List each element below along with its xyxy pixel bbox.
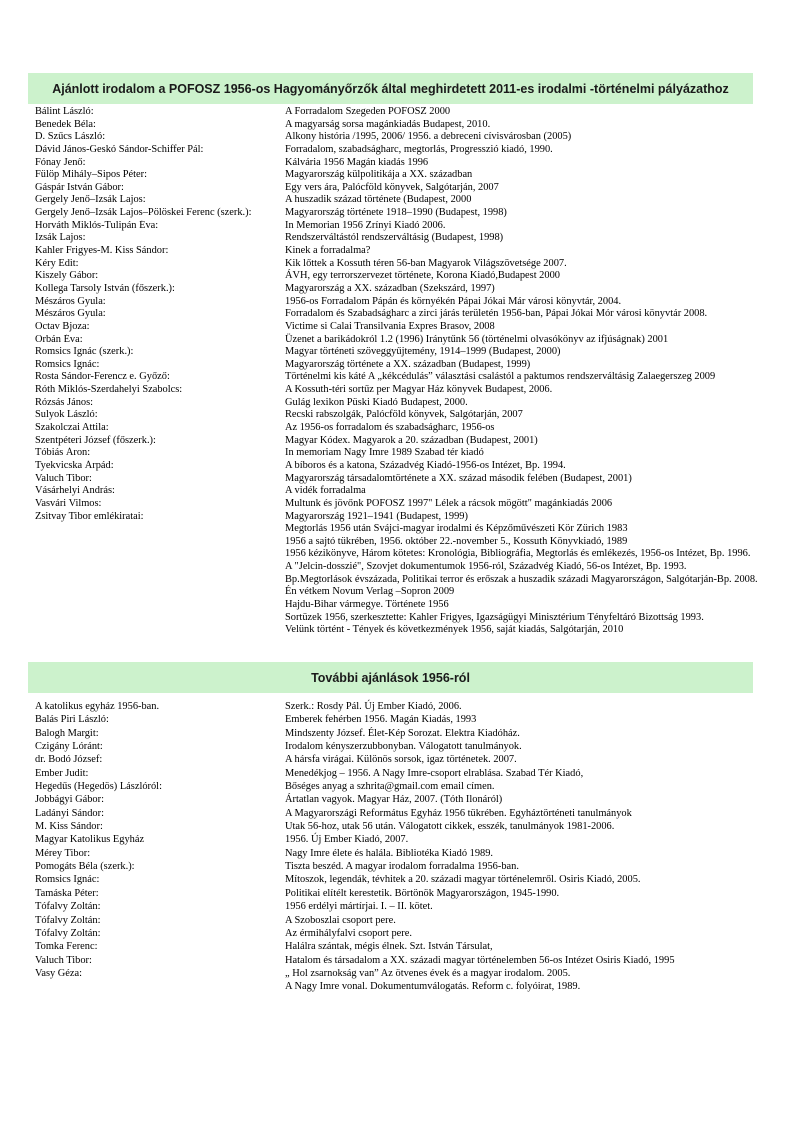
bibliography-row	[35, 232, 780, 245]
bibliography-row	[35, 940, 780, 953]
title-cell: A hársfa virágai. Különös sorsok, igaz történetek. 2007.	[285, 754, 517, 766]
title-cell: A "Jelcin-dosszié", Szovjet dokumentumok 1956-ról, Századvég Kiadó, 56-os Intézet, Bp. 1993.	[285, 561, 687, 573]
bibliography-row	[35, 900, 780, 913]
author-cell: Szentpéteri József (főszerk.):	[35, 434, 156, 446]
bibliography-row	[35, 245, 780, 258]
bibliography-row	[35, 624, 780, 637]
title-cell: Halálra szántak, mégis élnek. Szt. István Társulat,	[285, 941, 493, 953]
title-cell: 1956 a sajtó tükrében, 1956. október 22.-november 5., Kossuth Könyvkiadó, 1989	[285, 535, 628, 547]
author-cell: A katolikus egyház 1956-ban.	[35, 701, 160, 712]
author-cell	[35, 980, 285, 993]
title-cell: Nagy Imre élete és halála. Bibliotéka Kiadó 1989.	[285, 847, 494, 859]
author-cell: Gáspár István Gábor:	[35, 181, 124, 193]
title-cell: Magyarország története 1918–1990 (Budapest, 1998)	[285, 207, 507, 219]
bibliography-row	[35, 409, 780, 422]
bibliography-row	[35, 586, 780, 599]
bibliography-row	[35, 157, 780, 170]
bibliography-row	[35, 780, 780, 793]
author-cell: Balás Piri László:	[35, 714, 109, 726]
title-cell: 1956 kézikönyve, Három kötetes: Kronológia, Bibliográfia, Megtorlás és emlékezés, 1956-os Intézet, Bp. 1996.	[285, 548, 751, 560]
bibliography-row	[35, 967, 780, 980]
title-cell: Bp.Megtorlások évszázada, Politikai terror és erőszak a huszadik századi Magyarországon, Salgótarján-Bp. 2008.	[285, 573, 758, 585]
title-cell: Victime si Calai Transilvania Expres Brasov, 2008	[285, 320, 495, 332]
title-cell: A huszadik század története (Budapest, 2000	[285, 194, 472, 206]
title-cell: In memoriam Nagy Imre 1989 Szabad tér kiadó	[285, 447, 484, 459]
author-cell: Zsitvay Tibor emlékiratai:	[35, 510, 144, 522]
bibliography-row	[35, 270, 780, 283]
author-cell: Horváth Miklós-Tulipán Éva:	[35, 219, 159, 231]
title-cell: Üzenet a barikádokról 1.2 (1996) Iránytűnk 56 (történelmi olvasókönyv az ifjúságnak) 2001	[285, 333, 669, 345]
title-cell: A magyarság sorsa magánkiadás Budapest, 2010.	[285, 118, 491, 130]
title-cell: Történelmi kis káté A „kékcédulás” választási csalástól a paktumos rendszerváltásig Zalaegerszeg 2009	[285, 371, 716, 383]
title-cell: Magyarország története a XX. században (Budapest, 1999)	[285, 358, 531, 370]
bibliography-row	[35, 397, 780, 410]
title-cell: Utak 56-hoz, utak 56 után. Válogatott cikkek, esszék, tanulmányok 1981-2006.	[285, 821, 615, 833]
title-cell: A Forradalom Szegeden POFOSZ 2000	[285, 106, 451, 117]
author-cell: Tófalvy Zoltán:	[35, 914, 101, 926]
author-cell: Szakolczai Attila:	[35, 422, 109, 434]
author-cell: Tyekvicska Árpád:	[35, 459, 114, 471]
bibliography-row	[35, 371, 780, 384]
author-cell: Jobbágyi Gábor:	[35, 794, 104, 806]
author-cell: Kahler Frigyes-M. Kiss Sándor:	[35, 245, 169, 257]
author-cell: Mészáros Gyula:	[35, 308, 106, 320]
author-cell: Tomka Ferenc:	[35, 941, 98, 953]
title-cell: Emberek fehérben 1956. Magán Kiadás, 1993	[285, 714, 477, 726]
author-cell: Tófalvy Zoltán:	[35, 927, 101, 939]
bibliography-row	[35, 833, 780, 846]
bibliography-row	[35, 599, 780, 612]
author-cell: Tamáska Péter:	[35, 887, 99, 899]
author-cell: Mérey Tibor:	[35, 847, 91, 859]
author-cell: Romsics Ignác (szerk.):	[35, 346, 134, 358]
author-cell: Kéry Edit:	[35, 257, 79, 269]
bibliography-row	[35, 106, 780, 119]
title-cell: Magyarország a XX. században (Szekszárd, 1997)	[285, 282, 495, 294]
title-cell: Szerk.: Rosdy Pál. Új Ember Kiadó, 2006.	[285, 701, 462, 712]
author-cell: Romsics Ignác:	[35, 358, 100, 370]
author-cell	[35, 548, 285, 561]
bibliography-row	[35, 753, 780, 766]
author-cell: Vasvári Vilmos:	[35, 497, 102, 509]
bibliography-row	[35, 435, 780, 448]
bibliography-row	[35, 498, 780, 511]
author-cell: Orbán Éva:	[35, 333, 83, 345]
title-cell: Politikai elítélt kerestetik. Börtönök Magyarországon, 1945-1990.	[285, 887, 560, 899]
bibliography-row	[35, 169, 780, 182]
title-cell: Magyarország társadalomtörténete a XX. század második felében (Budapest, 2001)	[285, 472, 632, 484]
bibliography-row	[35, 713, 780, 726]
author-cell: M. Kiss Sándor:	[35, 821, 103, 833]
bibliography-row	[35, 473, 780, 486]
author-cell	[35, 574, 285, 587]
bibliography-row	[35, 359, 780, 372]
bibliography-row	[35, 980, 780, 993]
author-cell	[35, 612, 285, 625]
title-cell: Megtorlás 1956 után Svájci-magyar irodalmi és Képzőművészeti Kör Zürich 1983	[285, 523, 628, 535]
title-cell: Alkony história /1995, 2006/ 1956. a debreceni cívisvárosban (2005)	[285, 131, 572, 143]
author-cell: Pomogáts Béla (szerk.):	[35, 861, 135, 873]
title-cell: A Magyarországi Református Egyház 1956 tükrében. Egyháztörténeti tanulmányok	[285, 807, 632, 819]
bibliography-row	[35, 194, 780, 207]
bibliography-row	[35, 740, 780, 753]
author-cell: Vasy Géza:	[35, 967, 83, 979]
bibliography-row	[35, 927, 780, 940]
main-title-banner: Ajánlott irodalom a POFOSZ 1956-os Hagyományőrzők által meghirdetett 2011-es irodalmi -történelmi pályázathoz	[28, 73, 753, 104]
title-cell: Sortüzek 1956, szerkesztette: Kahler Frigyes, Igazságügyi Minisztérium Tényfeltáró Bizottság 1993.	[285, 611, 704, 623]
title-cell: 1956. Új Ember Kiadó, 2007.	[285, 834, 409, 846]
title-cell: „ Hol zsarnokság van” Az ötvenes évek és a magyar irodalom. 2005.	[285, 967, 571, 979]
bibliography-row	[35, 820, 780, 833]
author-cell: Sulyok László:	[35, 409, 98, 421]
title-cell: A bíboros és a katona, Századvég Kiadó-1956-os Intézet, Bp. 1994.	[285, 459, 566, 471]
title-cell: Ártatlan vagyok. Magyar Ház, 2007. (Tóth Ilonáról)	[285, 794, 503, 806]
author-cell: Róth Miklós-Szerdahelyi Szabolcs:	[35, 384, 183, 396]
bibliography-row	[35, 460, 780, 473]
title-cell: In Memorian 1956 Zrínyi Kiadó 2006.	[285, 219, 446, 231]
bibliography-row	[35, 485, 780, 498]
author-cell: Fülöp Mihály–Sipos Péter:	[35, 169, 147, 181]
bibliography-row	[35, 523, 780, 536]
bibliography-row	[35, 207, 780, 220]
author-cell: Octav Bjoza:	[35, 320, 90, 332]
author-cell: Kiszely Gábor:	[35, 270, 99, 282]
bibliography-row	[35, 574, 780, 587]
author-cell: Magyar Katolikus Egyház	[35, 834, 145, 846]
bibliography-row	[35, 296, 780, 309]
title-cell: Forradalom, szabadságharc, megtorlás, Progresszió kiadó, 1990.	[285, 143, 553, 155]
author-cell: Mészáros Gyula:	[35, 295, 106, 307]
author-cell	[35, 536, 285, 549]
title-cell: A vidék forradalma	[285, 485, 366, 497]
title-cell: Rendszerváltástól rendszerváltásig (Budapest, 1998)	[285, 232, 504, 244]
author-cell: Gergely Jenő–Izsák Lajos–Pölöskei Ferenc (szerk.):	[35, 207, 252, 219]
author-cell: Czigány Lóránt:	[35, 741, 103, 753]
author-cell: Izsák Lajos:	[35, 232, 86, 244]
bibliography-row	[35, 561, 780, 574]
title-cell: Hajdu-Bihar vármegye. Története 1956	[285, 598, 449, 610]
bibliography-row	[35, 182, 780, 195]
bibliography-row	[35, 308, 780, 321]
title-cell: Magyar Kódex. Magyarok a 20. században (Budapest, 2001)	[285, 434, 538, 446]
author-cell: Valuch Tibor:	[35, 472, 92, 484]
title-cell: Tiszta beszéd. A magyar irodalom forradalma 1956-ban.	[285, 861, 519, 873]
author-cell: Ember Judit:	[35, 767, 89, 779]
title-cell: Gulág lexikon Püski Kiadó Budapest, 2000.	[285, 396, 468, 408]
title-cell: Bőséges anyag a szhrita@gmail.com email címen.	[285, 781, 495, 793]
bibliography-row	[35, 767, 780, 780]
title-cell: ÁVH, egy terrorszervezet története, Korona Kiadó,Budapest 2000	[285, 270, 560, 282]
title-cell: Kálvária 1956 Magán kiadás 1996	[285, 156, 429, 168]
bibliography-row	[35, 793, 780, 806]
bibliography-row	[35, 847, 780, 860]
further-recommendations-list	[35, 700, 780, 994]
title-cell: 1956 erdélyi mártírjai. I. – II. kötet.	[285, 901, 433, 913]
bibliography-row	[35, 283, 780, 296]
author-cell: Tóbiás Áron:	[35, 447, 91, 459]
title-cell: Egy vers ára, Palócföld könyvek, Salgótarján, 2007	[285, 181, 499, 193]
bibliography-row	[35, 258, 780, 271]
author-cell: Ladányi Sándor:	[35, 807, 104, 819]
author-cell: Rózsás János:	[35, 396, 94, 408]
bibliography-row	[35, 954, 780, 967]
bibliography-row	[35, 321, 780, 334]
bibliography-row	[35, 119, 780, 132]
title-cell: A Szoboszlai csoport pere.	[285, 914, 396, 926]
author-cell: D. Szűcs László:	[35, 131, 106, 143]
author-cell: Kollega Tarsoly István (főszerk.):	[35, 282, 175, 294]
bibliography-row	[35, 612, 780, 625]
further-recommendations-banner: További ajánlások 1956-ról	[28, 662, 753, 693]
author-cell: Romsics Ignác:	[35, 874, 100, 886]
title-cell: Én vétkem Novum Verlag –Sopron 2009	[285, 586, 455, 598]
title-cell: Kinek a forradalma?	[285, 245, 371, 257]
bibliography-row	[35, 700, 780, 713]
title-cell: Mindszenty József. Élet-Kép Sorozat. Elektra Kiadóház.	[285, 727, 520, 739]
author-cell	[35, 624, 285, 637]
title-cell: Kik lőttek a Kossuth téren 56-ban Magyarok Világszövetsége 2007.	[285, 257, 567, 269]
title-cell: Forradalom és Szabadságharc a zirci járás területén 1956-ban, Pápai Jókai Mór városi könyvtár 2008.	[285, 308, 708, 320]
bibliography-row	[35, 346, 780, 359]
bibliography-row	[35, 887, 780, 900]
title-cell: Magyarország 1921–1941 (Budapest, 1999)	[285, 510, 468, 522]
bibliography-row	[35, 447, 780, 460]
title-cell: Magyarország külpolitikája a XX. században	[285, 169, 473, 181]
bibliography-row	[35, 511, 780, 524]
bibliography-row	[35, 220, 780, 233]
bibliography-row	[35, 727, 780, 740]
author-cell: Benedek Béla:	[35, 118, 96, 130]
title-cell: Az 1956-os forradalom és szabadságharc, 1956-os	[285, 422, 495, 434]
author-cell: Valuch Tibor:	[35, 954, 92, 966]
title-cell: Irodalom kényszerzubbonyban. Válogatott tanulmányok.	[285, 741, 522, 753]
bibliography-row	[35, 131, 780, 144]
author-cell: Hegedűs (Hegedös) Lászlóról:	[35, 781, 162, 793]
title-cell: Multunk és jövőnk POFOSZ 1997" Lélek a rácsok mögött" magánkiadás 2006	[285, 497, 613, 509]
author-cell: Dávid János-Geskó Sándor-Schiffer Pál:	[35, 143, 204, 155]
bibliography-row	[35, 914, 780, 927]
bibliography-row	[35, 536, 780, 549]
author-cell: Balogh Margit:	[35, 727, 99, 739]
title-cell: A Kossuth-téri sortűz per Magyar Ház könyvek Budapest, 2006.	[285, 384, 553, 396]
title-cell: 1956-os Forradalom Pápán és környékén Pápai Jókai Már városi könyvtár, 2004.	[285, 295, 622, 307]
title-cell: Az érmihályfalvi csoport pere.	[285, 927, 412, 939]
author-cell	[35, 586, 285, 599]
title-cell: A Nagy Imre vonal. Dokumentumválogatás. Reform c. folyóirat, 1989.	[285, 981, 581, 993]
bibliography-row	[35, 384, 780, 397]
author-cell: Gergely Jenő–Izsák Lajos:	[35, 194, 146, 206]
author-cell	[35, 561, 285, 574]
author-cell: Bálint László:	[35, 106, 94, 117]
title-cell: Hatalom és társadalom a XX. századi magyar történelemben 56-os Intézet Osiris Kiadó, 1995	[285, 954, 675, 966]
title-cell: Magyar történeti szöveggyűjtemény, 1914–1999 (Budapest, 2000)	[285, 346, 561, 358]
author-cell: Vásárhelyi András:	[35, 485, 115, 497]
title-cell: Velünk történt - Tények és következmények 1956, saját kiadás, Salgótarján, 2010	[285, 624, 624, 636]
author-cell: Tófalvy Zoltán:	[35, 901, 101, 913]
recommended-literature-list	[35, 106, 780, 637]
author-cell: Rosta Sándor-Ferencz e. Győző:	[35, 371, 170, 383]
bibliography-row	[35, 548, 780, 561]
title-cell: Mítoszok, legendák, tévhitek a 20. századi magyar történelemről. Osiris Kiadó, 2005.	[285, 874, 641, 886]
author-cell: dr. Bodó József:	[35, 754, 103, 766]
author-cell: Fónay Jenő:	[35, 156, 86, 168]
bibliography-row	[35, 873, 780, 886]
author-cell	[35, 599, 285, 612]
title-cell: Recski rabszolgák, Palócföld könyvek, Salgótarján, 2007	[285, 409, 523, 421]
author-cell	[35, 523, 285, 536]
bibliography-row	[35, 144, 780, 157]
title-cell: Menedékjog – 1956. A Nagy Imre-csoport elrablása. Szabad Tér Kiadó,	[285, 767, 584, 779]
bibliography-row	[35, 422, 780, 435]
bibliography-row	[35, 860, 780, 873]
bibliography-row	[35, 807, 780, 820]
bibliography-row	[35, 334, 780, 347]
